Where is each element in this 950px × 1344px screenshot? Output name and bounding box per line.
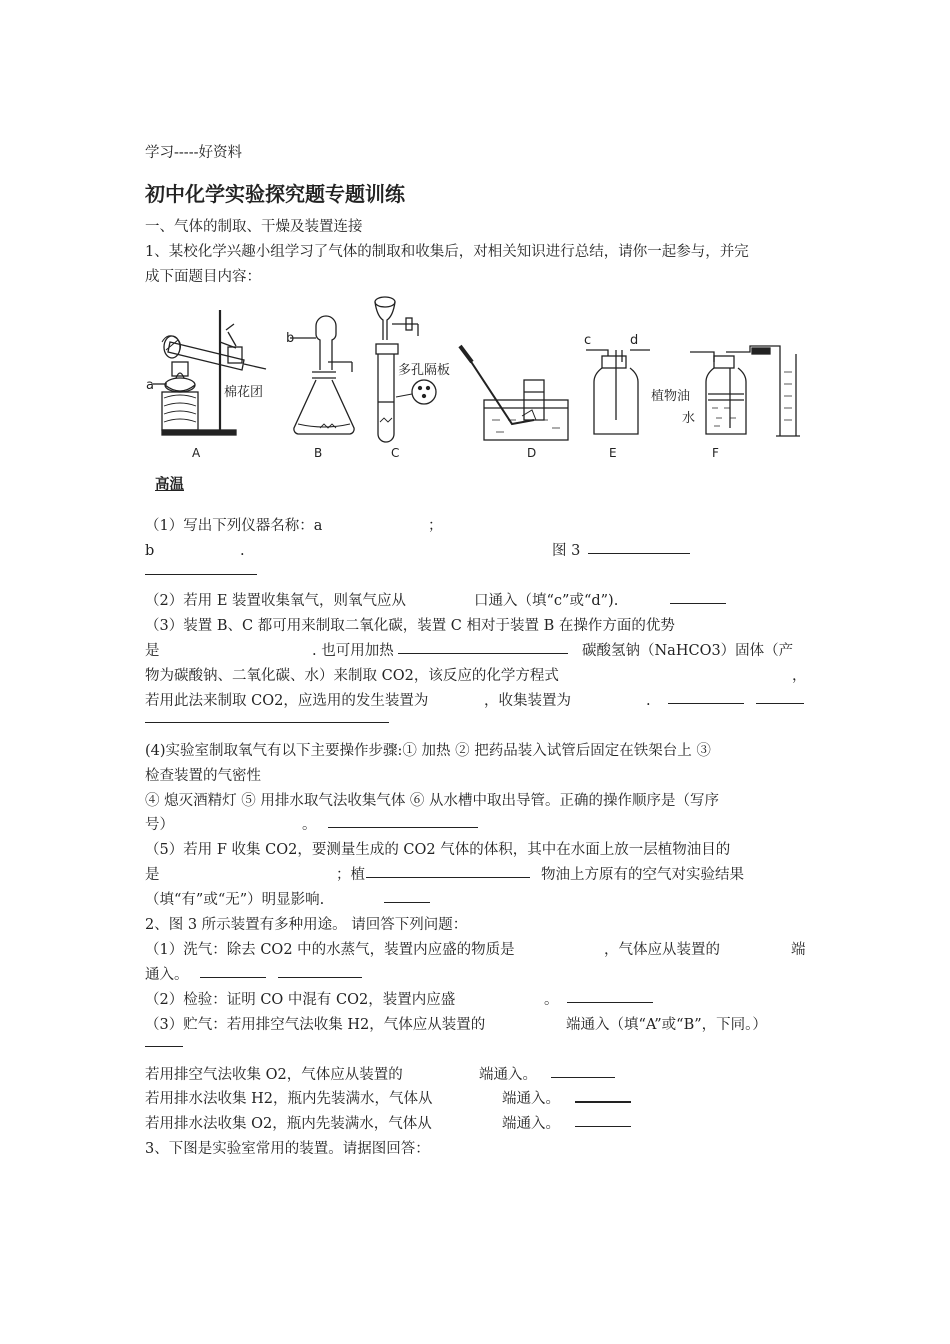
water-label: 水 xyxy=(682,411,696,426)
q1-4-line3: ④ 熄灭酒精灯 ⑤ 用排水取气法收集气体 ⑥ 从水槽中取出导管。正确的操作顺序是（写序 xyxy=(145,793,720,809)
q2-4-text: 若用排空气法收集 O2，气体应从装置的 xyxy=(145,1067,403,1083)
q1-4-line2: 检查装置的气密性 xyxy=(145,768,261,784)
blank-line xyxy=(575,1126,631,1127)
blank-line xyxy=(145,1046,183,1047)
q1-intro-line2: 成下面题目内容： xyxy=(145,269,261,285)
q1-4-line1: (4)实验室制取氧气有以下主要操作步骤:① 加热 ② 把药品装入试管后固定在铁架台上 ③ xyxy=(145,743,711,759)
blank-line xyxy=(668,703,744,704)
q1-5-line2a: 是 xyxy=(145,867,160,883)
q1-3-line3-comma: ， xyxy=(792,668,807,684)
apparatus-a xyxy=(153,310,266,435)
q2-1-text: （1）洗气：除去 CO2 中的水蒸气，装置内应盛的物质是 xyxy=(145,942,515,958)
caption-a: A xyxy=(192,446,201,460)
q1-1-semicolon: ； xyxy=(428,518,443,534)
apparatus-figure xyxy=(140,292,815,462)
label-c-letter: c xyxy=(584,333,592,348)
q1-1-period: . xyxy=(240,543,245,559)
q1-3-line3: 物为碳酸钠、二氧化碳、水）来制取 CO2，该反应的化学方程式 xyxy=(145,668,559,684)
q2-5-text: 若用排水法收集 H2，瓶内先装满水，气体从 xyxy=(145,1091,433,1107)
q2-2-text-b: 。 xyxy=(544,992,559,1008)
label-b-letter: b xyxy=(286,331,295,346)
q1-intro-line1: 1、某校化学兴趣小组学习了气体的制取和收集后，对相关知识进行总结，请你一起参与，并完 xyxy=(145,244,749,260)
page-header: 学习-----好资料 xyxy=(145,145,242,161)
q1-5-line1: （5）若用 F 收集 CO2，要测量生成的 CO2 气体的体积，其中在水面上放一层植物油目的 xyxy=(145,842,731,858)
q1-3-line4b: ，收集装置为 xyxy=(484,693,571,709)
cotton-label: 棉花团 xyxy=(224,385,264,400)
q1-5-line2c: 物油上方原有的空气对实验结果 xyxy=(541,867,744,883)
blank-line xyxy=(588,553,690,554)
apparatus-e xyxy=(586,350,650,434)
blank-line xyxy=(567,1002,653,1003)
q1-2-text: （2）若用 E 装置收集氧气，则氧气应从 xyxy=(145,593,407,609)
q2-6-text: 若用排水法收集 O2，瓶内先装满水，气体从 xyxy=(145,1116,432,1132)
page-title: 初中化学实验探究题专题训练 xyxy=(145,182,405,206)
q2-3-text-b: 端通入（填“A”或“B”，下同。） xyxy=(566,1017,767,1033)
caption-d: D xyxy=(527,446,537,460)
q1-5-line2b: ；植 xyxy=(336,867,365,883)
q1-1-text: （1）写出下列仪器名称：a xyxy=(145,518,323,534)
blank-line xyxy=(278,977,362,978)
q1-4-line4b: 。 xyxy=(302,817,317,833)
q3-intro: 3、下图是实验室常用的装置。请据图回答： xyxy=(145,1141,430,1157)
porous-plate-label: 多孔隔板 xyxy=(398,363,451,378)
caption-b: B xyxy=(314,446,323,460)
q2-2-text: （2）检验：证明 CO 中混有 CO2，装置内应盛 xyxy=(145,992,456,1008)
gaowen-label: 高温 xyxy=(155,476,184,493)
q2-1-text-c: 端 xyxy=(791,942,806,958)
caption-c: C xyxy=(391,446,400,460)
section-heading: 一、气体的制取、干燥及装置连接 xyxy=(145,219,363,235)
q1-3-line4a: 若用此法来制取 CO2，应选用的发生装置为 xyxy=(145,693,429,709)
oil-label: 植物油 xyxy=(651,389,691,404)
q1-4-line4a: 号） xyxy=(145,817,174,833)
q2-3-text: （3）贮气：若用排空气法收集 H2，气体应从装置的 xyxy=(145,1017,486,1033)
q2-1-text-b: ，气体应从装置的 xyxy=(604,942,720,958)
blank-line xyxy=(384,902,430,903)
q1-2-text-b: 口通入（填“c”或“d”). xyxy=(474,593,619,609)
caption-e: E xyxy=(609,446,617,460)
blank-line xyxy=(398,653,568,654)
q1-3-line4c: . xyxy=(646,693,651,709)
blank-line xyxy=(145,722,389,723)
apparatus-b xyxy=(290,316,354,434)
q1-3-line2b: . 也可用加热 xyxy=(312,643,394,659)
blank-line xyxy=(366,877,530,878)
q2-1-line2: 通入。 xyxy=(145,967,189,983)
blank-line xyxy=(670,603,726,604)
label-a-letter: a xyxy=(146,378,154,393)
q2-6-text-b: 端通入。 xyxy=(502,1116,560,1132)
q2-4-text-b: 端通入。 xyxy=(479,1067,537,1083)
blank-line xyxy=(200,977,266,978)
blank-line xyxy=(756,703,804,704)
label-d-letter: d xyxy=(630,333,639,348)
blank-line xyxy=(575,1101,631,1103)
caption-f: F xyxy=(712,446,719,460)
apparatus-d xyxy=(460,346,568,440)
q1-3-line1: （3）装置 B、C 都可用来制取二氧化碳，装置 C 相对于装置 B 在操作方面的优势 xyxy=(145,618,675,634)
fig3-label: 图 3 xyxy=(552,543,581,559)
q2-5-text-b: 端通入。 xyxy=(502,1091,560,1107)
q1-3-line2a: 是 xyxy=(145,643,160,659)
blank-line xyxy=(551,1077,615,1078)
q2-intro: 2、图 3 所示装置有多种用途。 请回答下列问题： xyxy=(145,917,468,933)
q1-1-b: b xyxy=(145,543,155,559)
q1-3-line2c: 碳酸氢钠（NaHCO3）固体（产 xyxy=(582,643,794,659)
blank-line xyxy=(328,827,478,828)
apparatus-f xyxy=(690,346,800,436)
q1-5-line3: （填“有”或“无”）明显影响. xyxy=(145,892,325,908)
blank-line xyxy=(145,574,257,575)
